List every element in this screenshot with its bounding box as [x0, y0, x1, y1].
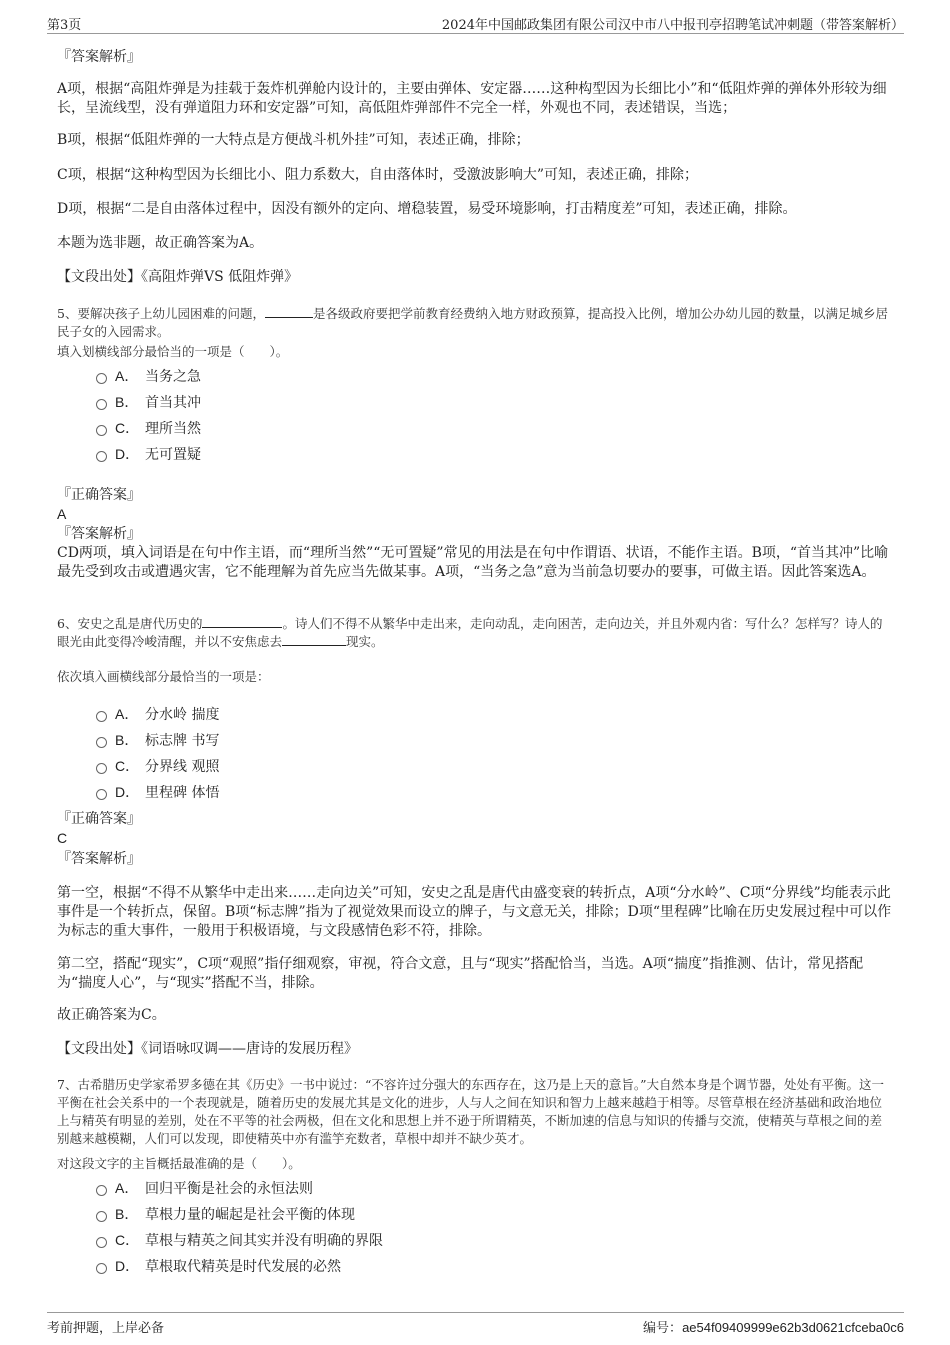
- radio-icon[interactable]: [96, 711, 107, 722]
- q6-blank-2: [282, 633, 346, 646]
- q7-stem: 7、古希腊历史学家希罗多德在其《历史》一书中说过：“不容许过分强大的东西存在，这乃是上天的意旨。”大自然本身是个调节器，处处有平衡。这一平衡在社会关系中的一个表现就是，随着历史的发展尤其是文化的进步，人与人之间在知识和智力上越来越趋于相等。尽管草根在经济基础和政治地位上与精英有明显的差别，处在不平等的社会两极，但在文化和思想上并不逊于所谓精英，不断加速的信息与知识的传播与交流，使精英与草根之间的差别越来越模糊，人们可以发现，即使精英中亦有滥竽充数者，草根中却并不缺少英才。: [57, 1077, 884, 1146]
- radio-icon[interactable]: [96, 1211, 107, 1222]
- radio-icon[interactable]: [96, 1185, 107, 1196]
- q4-analysis-a: A项，根据“高阻炸弹是为挂载于轰炸机弹舱内设计的，主要由弹体、安定器……这种构型因为长细比小”和“低阻炸弹的弹体外形较为细长，呈流线型，没有弹道阻力环和安定器”可知，高低阻炸弹部件不完全一样，外观也不同，表述错误，当选；: [57, 81, 887, 116]
- q5-answer: A: [57, 506, 67, 522]
- q4-source: 【文段出处】《高阻炸弹VS 低阻炸弹》: [57, 269, 299, 285]
- option-text: 分水岭 揣度: [145, 707, 220, 723]
- q5-option-a[interactable]: [96, 366, 201, 386]
- q6-option-c[interactable]: [96, 756, 219, 776]
- document-title: 2024年中国邮政集团有限公司汉中市八中报刊亭招聘笔试冲刺题（带答案解析）: [441, 18, 904, 33]
- q5-option-d[interactable]: [96, 444, 201, 464]
- option-letter: A．: [115, 706, 139, 722]
- radio-icon[interactable]: [96, 789, 107, 800]
- q7-ask: 对这段文字的主旨概括最准确的是（ ）。: [57, 1156, 301, 1171]
- option-text: 首当其冲: [145, 395, 201, 411]
- q5-ask: 填入划横线部分最恰当的一项是（ ）。: [57, 344, 289, 359]
- option-text: 无可置疑: [145, 447, 201, 463]
- option-text: 草根取代精英是时代发展的必然: [145, 1259, 341, 1275]
- radio-icon[interactable]: [96, 399, 107, 410]
- q4-analysis-d: D项，根据“二是自由落体过程中，因没有额外的定向、增稳装置，易受环境影响，打击精度差”可知，表述正确，排除。: [57, 201, 797, 217]
- option-letter: B．: [115, 1206, 139, 1222]
- q6-analysis-label: 『答案解析』: [57, 851, 141, 867]
- page-footer: [47, 1312, 904, 1338]
- q6-conclusion: 故正确答案为C。: [57, 1007, 166, 1023]
- option-letter: C．: [115, 1232, 140, 1248]
- q5-answer-label: 『正确答案』: [57, 487, 141, 503]
- option-letter: B．: [115, 394, 139, 410]
- q6-stem-part-b: 。诗人们不得不从繁华中走出来，走向动乱，走向困苦，走向边关，并且外观内省：写什么？怎样写？诗人的眼光由此变得冷峻清醒，并以不安焦虑去: [57, 616, 883, 649]
- q6-stem: [57, 615, 893, 651]
- option-text: 草根力量的崛起是社会平衡的体现: [145, 1207, 355, 1223]
- radio-icon[interactable]: [96, 737, 107, 748]
- q4-analysis-c: C项，根据“这种构型因为长细比小、阻力系数大，自由落体时，受激波影响大”可知，表述正确，排除；: [57, 167, 699, 183]
- q4-conclusion: 本题为选非题，故正确答案为A。: [57, 235, 264, 251]
- q5-blank: [265, 305, 313, 318]
- option-text: 分界线 观照: [145, 759, 220, 775]
- option-text: 标志牌 书写: [145, 733, 220, 749]
- page-header: [47, 12, 904, 34]
- q5-analysis-label: 『答案解析』: [57, 526, 141, 542]
- q6-analysis-p2: 第二空，搭配“现实”，C项“观照”指仔细观察，审视，符合文意，且与“现实”搭配恰当，当选。A项“揣度”指推测、估计，常见搭配为“揣度人心”，与“现实”搭配不当，排除。: [57, 956, 864, 991]
- option-letter: B．: [115, 732, 139, 748]
- option-letter: C．: [115, 420, 140, 436]
- q4-analysis-label: 『答案解析』: [57, 49, 141, 65]
- radio-icon[interactable]: [96, 1263, 107, 1274]
- q5-analysis: CD两项，填入词语是在句中作主语，而“理所当然”“无可置疑”常见的用法是在句中作谓语、状语，不能作主语。B项，“首当其冲”比喻最先受到攻击或遭遇灾害，它不能理解为首先应当先做某事。A项，“当务之急”意为当前急切要办的要事，可做主语。因此答案选A。: [57, 545, 889, 580]
- option-text: 理所当然: [145, 421, 201, 437]
- option-text: 里程碑 体悟: [145, 785, 220, 801]
- q7-option-b[interactable]: [96, 1204, 355, 1224]
- q5-stem: [57, 305, 893, 341]
- q4-analysis-b: B项，根据“低阻炸弹的一大特点是方便战斗机外挂”可知，表述正确，排除；: [57, 132, 530, 148]
- q7-option-c[interactable]: [96, 1230, 383, 1250]
- q6-option-d[interactable]: [96, 782, 219, 802]
- q6-option-a[interactable]: [96, 704, 219, 724]
- option-text: 回归平衡是社会的永恒法则: [145, 1181, 313, 1197]
- q6-blank-1: [202, 615, 282, 628]
- q5-option-b[interactable]: [96, 392, 201, 412]
- q7-option-d[interactable]: [96, 1256, 341, 1276]
- option-letter: D．: [115, 1258, 140, 1274]
- q6-option-b[interactable]: [96, 730, 219, 750]
- option-letter: A．: [115, 1180, 139, 1196]
- option-letter: A．: [115, 368, 139, 384]
- radio-icon[interactable]: [96, 1237, 107, 1248]
- q6-ask: 依次填入画横线部分最恰当的一项是：: [57, 669, 270, 684]
- footer-slogan: 考前押题，上岸必备: [47, 1321, 165, 1336]
- q7-option-a[interactable]: [96, 1178, 313, 1198]
- code-label: 编号：: [643, 1321, 683, 1336]
- q5-stem-part-a: 5、要解决孩子上幼儿园困难的问题，: [57, 306, 265, 321]
- radio-icon[interactable]: [96, 763, 107, 774]
- radio-icon[interactable]: [96, 425, 107, 436]
- q5-stem-part-b: 是各级政府要把学前教育经费纳入地方财政预算，提高投入比例，增加公办幼儿园的数量，以满足城乡居民子女的入园需求。: [57, 306, 888, 339]
- q6-source: 【文段出处】《词语咏叹调——唐诗的发展历程》: [57, 1041, 358, 1057]
- option-text: 草根与精英之间其实并没有明确的界限: [145, 1233, 383, 1249]
- q6-stem-part-c: 现实。: [346, 634, 384, 649]
- q6-analysis-p1: 第一空，根据“不得不从繁华中走出来……走向边关”可知，安史之乱是唐代由盛变衰的转折点，A项“分水岭”、C项“分界线”均能表示此事件是一个转折点，保留。B项“标志牌”指为了视觉效果而设立的牌子，与文意无关，排除；D项“里程碑”比喻在历史发展过程中可以作为标志的重大事件，一般用于积极语境，与文段感情色彩不符，排除。: [57, 885, 892, 939]
- page-number: 第3页: [47, 18, 82, 33]
- option-text: 当务之急: [145, 369, 201, 385]
- option-letter: D．: [115, 784, 140, 800]
- q6-stem-part-a: 6、安史之乱是唐代历史的: [57, 616, 203, 631]
- q6-answer-label: 『正确答案』: [57, 811, 141, 827]
- code-value: ae54f09409999e62b3d0621cfceba0c6: [682, 1320, 904, 1335]
- option-letter: C．: [115, 758, 140, 774]
- radio-icon[interactable]: [96, 451, 107, 462]
- document-code: [643, 1317, 904, 1336]
- q6-answer: C: [57, 830, 68, 846]
- radio-icon[interactable]: [96, 373, 107, 384]
- option-letter: D．: [115, 446, 140, 462]
- q5-option-c[interactable]: [96, 418, 201, 438]
